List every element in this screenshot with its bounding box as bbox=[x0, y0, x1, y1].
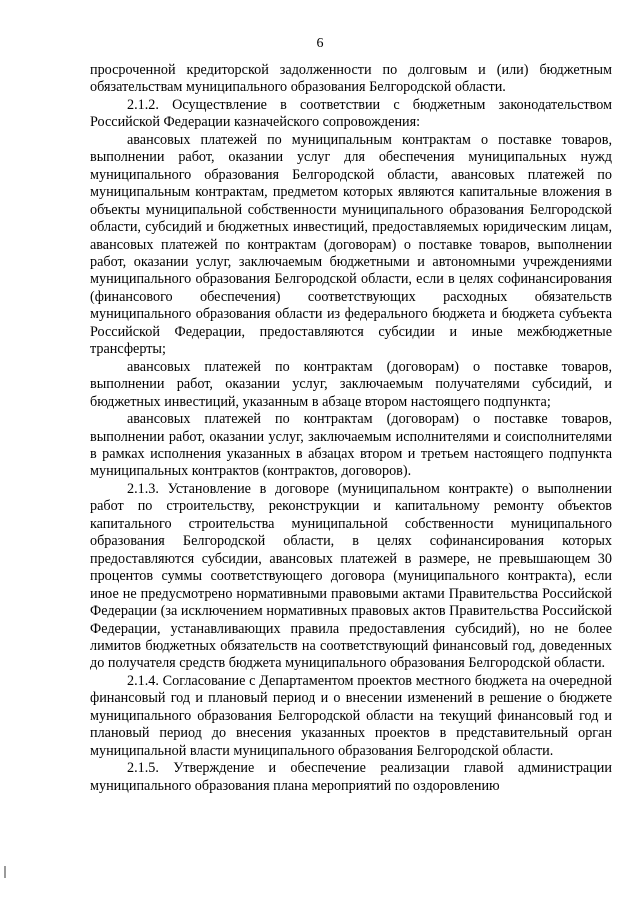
paragraph-2-1-2: 2.1.2. Осуществление в соответствии с бюджетным законодательством Российской Федерации казначейского сопровождения: bbox=[90, 96, 612, 131]
paragraph-continuation: просроченной кредиторской задолженности по долговым и (или) бюджетным обязательствам муниципального образования Белгородской области. bbox=[90, 62, 612, 96]
paragraph-advance-payments-municipal: авансовых платежей по муниципальным контрактам о поставке товаров, выполнении работ, оказании услуг для обеспечения муниципальных нужд муниципального образования Белгородской области, авансовых платежей по муниципальным контрактам, предметом которых являются капитальные вложения в объекты муниципальной собственности муниципального образования Белгородской области, субсидий и бюджетных инвестиций, предоставляемых юридическим лицам, авансовых платежей по контрактам (договорам) о поставке товаров, выполнении работ, оказании услуг, заключаемым бюджетными и автономными учреждениями муниципального образования Белгородской области, если в целях софинансирования (финансового обеспечения) соответствующих расходных обязательств муниципального образования области из федерального бюджета и бюджета субъекта Российской Федерации, предоставляются субсидии и иные межбюджетные трансферты; bbox=[90, 131, 612, 358]
document-body bbox=[90, 62, 612, 795]
page-number: 6 bbox=[316, 36, 324, 51]
paragraph-2-1-4: 2.1.4. Согласование с Департаментом проектов местного бюджета на очередной финансовый год и плановый период и о внесении изменений в решение о бюджете муниципального образования Белгородской области на текущий финансовый год и плановый период до внесения указанных проектов в представительный орган муниципальной власти муниципального образования Белгородской области. bbox=[90, 672, 612, 759]
paragraph-2-1-3: 2.1.3. Установление в договоре (муниципальном контракте) о выполнении работ по строительству, реконструкции и капитальному ремонту объектов капитального строительства муниципальной собственности муниципального образования Белгородской области, в целях софинансирования которых предоставляются субсидии, авансовых платежей в размере, не превышающем 30 процентов суммы соответствующего договора (муниципального контракта), если иное не предусмотрено нормативными правовыми актами Правительства Российской Федерации (за исключением нормативных правовых актов Правительства Российской Федерации, устанавливающих правила предоставления субсидий), но не более лимитов бюджетных обязательств на соответствующий финансовый год, доведенных до получателя средств бюджета муниципального образования Белгородской области. bbox=[90, 480, 612, 672]
paragraph-advance-payments-recipients: авансовых платежей по контрактам (договорам) о поставке товаров, выполнении работ, оказании услуг, заключаемым получателями субсидий, и бюджетных инвестиций, указанным в абзаце втором настоящего подпункта; bbox=[90, 358, 612, 410]
paragraph-2-1-5: 2.1.5. Утверждение и обеспечение реализации главой администрации муниципального образования плана мероприятий по оздоровлению bbox=[90, 760, 612, 794]
paragraph-advance-payments-executors: авансовых платежей по контрактам (договорам) о поставке товаров, выполнении работ, оказании услуг, заключаемым исполнителями и соисполнителями в рамках исполнения указанных в абзацах втором и третьем настоящего подпункта муниципальных контрактов (контрактов, договоров). bbox=[90, 411, 612, 480]
scan-edge-mark bbox=[4, 866, 6, 878]
